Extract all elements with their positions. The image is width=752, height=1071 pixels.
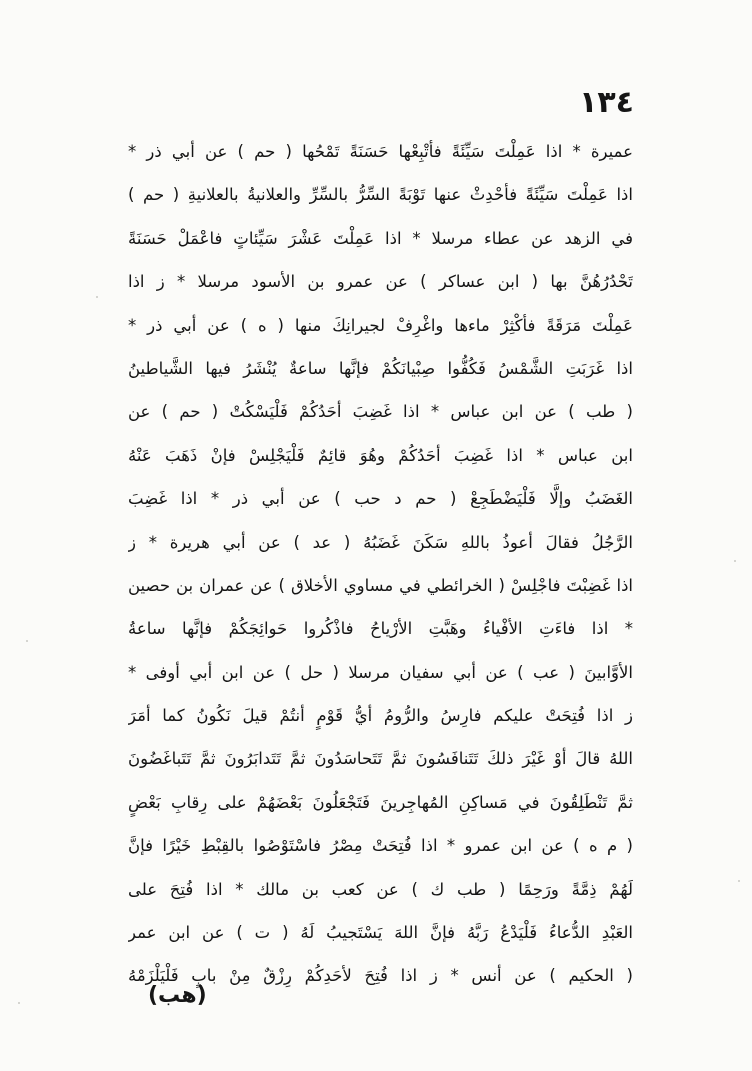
- text-line: الأوَّابينَ ( عب ) عن أبي سفيان مرسلا ( حل ) عن ابن أبي أوفى *: [128, 662, 633, 682]
- text-line: عميرة * اذا عَمِلْتَ سَيِّئَةً فأتْبِعْها حَسَنَةً تَمْحُها ( حم ) عن أبي ذر *: [128, 142, 633, 161]
- page-signature: (هب): [148, 983, 207, 1008]
- text-line: * اذا فاءَتِ الأفْياءُ وهَبَّتِ الأرْياحُ فاذْكُروا حَوائِجَكُمْ فإنَّها ساعةُ: [128, 619, 633, 639]
- scan-speck: [734, 560, 736, 562]
- text-line: ( م ه ) عن ابن عمرو * اذا فُتِحَتْ مِصْرُ فاسْتَوْصُوا بالقِبْطِ خَيْرًا فإنَّ: [128, 836, 633, 856]
- text-line: اذا غَضِبْتَ فاجْلِسْ ( الخرائطي في مساوي الأخلاق ) عن عمران بن حصين: [128, 575, 633, 595]
- scan-speck: [26, 640, 28, 642]
- text-line: ابن عباس * اذا غَضِبَ أحَدُكُمْ وهُوَ قائِمٌ فَلْيَجْلِسْ فإنْ ذَهَبَ عَنْهُ: [128, 445, 633, 465]
- text-line: في الزهد عن عطاء مرسلا * اذا عَمِلْتَ عَشْرَ سَيِّئاتٍ فاعْمَلْ حَسَنَةً: [128, 228, 633, 248]
- text-line: الغَضَبُ وإلَّا فَلْيَضْطَجِعْ ( حم د حب ) عن أبي ذر * اذا غَضِبَ: [128, 489, 633, 509]
- text-line: اذا عَمِلْتَ سَيِّئَةً فأحْدِثْ عنها تَوْبَةً السِّرُّ بالسِّرِّ والعلانيةُ بالعلانيةِ ( حم ): [128, 185, 633, 205]
- text-line: تَحْدُرُهُنَّ بها ( ابن عساكر ) عن عمرو بن الأسود مرسلا * ز اذا: [128, 272, 633, 292]
- text-line: ( الحكيم ) عن أنس * ز اذا فُتِحَ لأحَدِكُمْ رِزْقٌ مِنْ بابٍ فَلْيَلْزَمْهُ: [128, 966, 633, 986]
- text-line: ثمَّ تَنْطَلِقُونَ في مَساكِنِ المُهاجِرينَ فَتَجْعَلُونَ بَعْضَهُمْ على رِقابِ بَعْضٍ: [128, 792, 633, 812]
- scan-speck: [96, 296, 98, 298]
- page-number: ١٣٤: [579, 85, 634, 120]
- text-block: [128, 130, 633, 998]
- text-line: لَهُمْ ذِمَّةً ورَحِمًا ( طب ك ) عن كعب بن مالك * اذا فُتِحَ على: [128, 879, 633, 899]
- scan-speck: [18, 1002, 20, 1004]
- text-line: اذا غَرَبَتِ الشَّمْسُ فَكُفُّوا صِبْيانَكُمْ فإنَّها ساعةٌ يُنْشَرُ فيها الشَّياطينُ: [128, 358, 633, 378]
- text-line: عَمِلْتَ مَرَقَةً فأكْثِرْ ماءها واغْرِفْ لجيرانِكَ منها ( ه ) عن أبي ذر *: [128, 315, 633, 335]
- text-line: ز اذا فُتِحَتْ عليكم فارِسُ والرُّومُ أيُّ قَوْمٍ أنتُمْ قيلَ نَكُونُ كما أمَرَ: [128, 706, 633, 726]
- scan-speck: [738, 880, 740, 882]
- text-line: ( طب ) عن ابن عباس * اذا غَضِبَ أحَدُكُمْ فَلْيَسْكُتْ ( حم ) عن: [128, 402, 633, 422]
- text-line: الرَّجُلُ فقالَ أعوذُ باللهِ سَكَنَ غَضَبُهُ ( عد ) عن أبي هريرة * ز: [128, 532, 633, 552]
- text-line: اللهُ قالَ أوْ غَيْرَ ذلكَ تَتَنافَسُونَ ثمَّ تَتَحاسَدُونَ ثمَّ تَتَدابَرُونَ ثمَّ تَتَباغَضُونَ: [128, 749, 633, 769]
- text-line: العَبْدِ الدُّعاءُ فَلْيَدْعُ رَبَّهُ فإنَّ اللهَ يَسْتَجيبُ لَهُ ( ت ) عن ابن عمر: [128, 923, 633, 943]
